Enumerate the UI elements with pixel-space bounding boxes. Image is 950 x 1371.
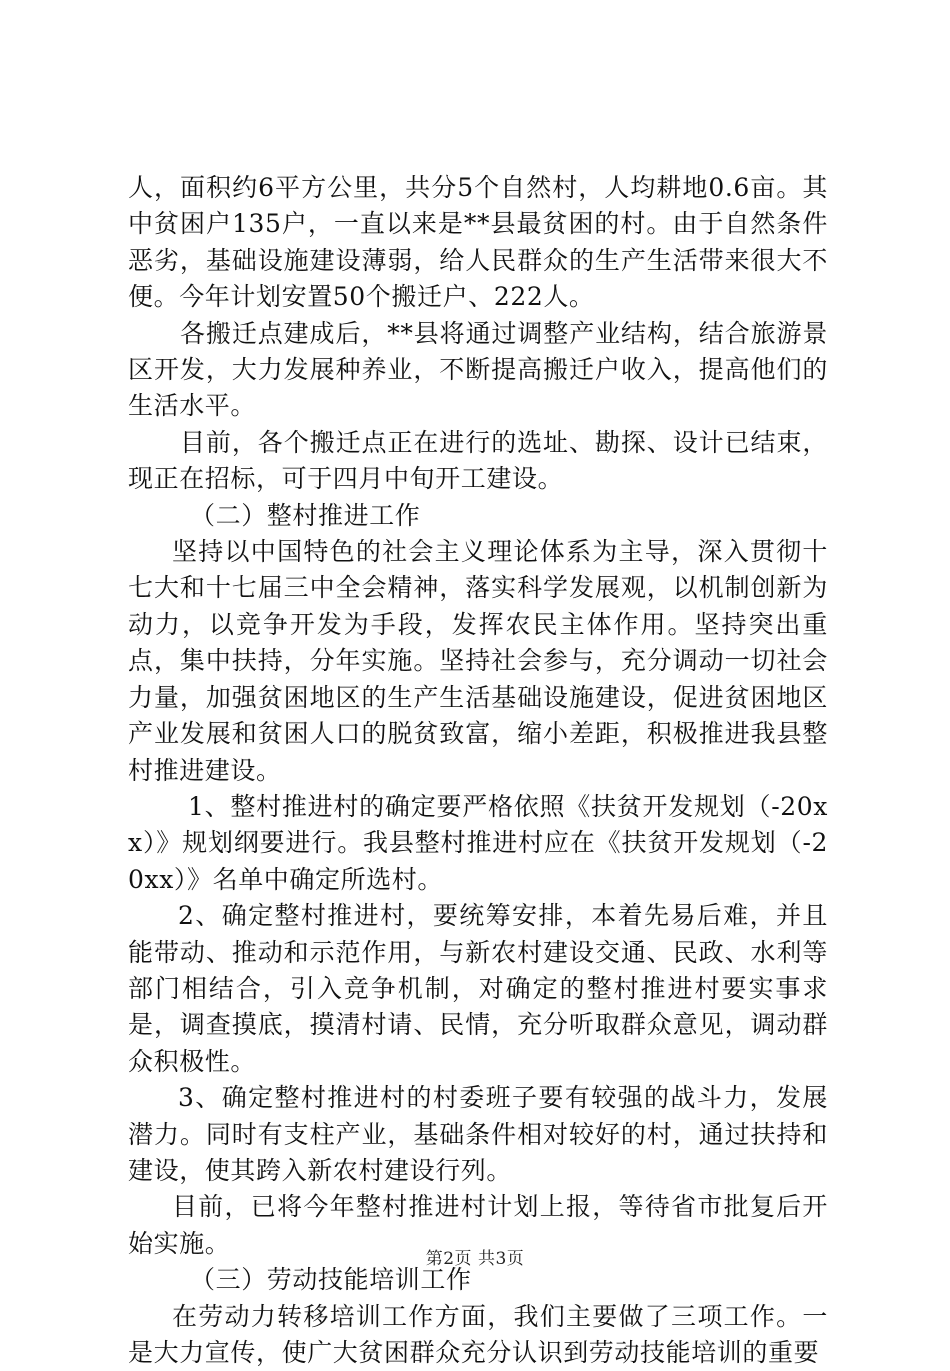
page-footer: 第2页 共3页 <box>425 1249 525 1269</box>
section-heading-skills-training: （三）劳动技能培训工作 <box>190 1265 472 1295</box>
paragraph-advancement-status: 目前，已将今年整村推进村计划上报，等待省市批复后开始实施。 <box>128 1192 828 1258</box>
paragraph-relocation-progress: 目前，各个搬迁点正在进行的选址、勘探、设计已结束，现正在招标，可于四月中旬开工建设。 <box>128 427 828 494</box>
paragraph-advancement-principles: 坚持以中国特色的社会主义理论体系为主导，深入贯彻十七大和十七届三中全会精神，落实科学发展观，以机制创新为动力，以竞争开发为手段，发挥农民主体作用。坚持突出重点，集中扶持，分年实施。坚持社会参与，充分调动一切社会力量，加强贫困地区的生产生活基础设施建设，促进贫困地区产业发展和贫困人口的脱贫致富，缩小差距，积极推进我县整村推进建设。 <box>128 537 828 785</box>
paragraph-village-overview: 人，面积约6平方公里，共分5个自然村，人均耕地0.6亩。其中贫困户135户，一直以来是**县最贫困的村。由于自然条件恶劣，基础设施建设薄弱，给人民群众的生产生活带来很大不便。今年计划安置50个搬迁户、222人。 <box>128 173 828 312</box>
paragraph-item-2: 2、确定整村推进村，要统筹安排，本着先易后难，并且能带动、推动和示范作用，与新农村建设交通、民政、水利等部门相结合，引入竞争机制，对确定的整村推进村要实事求是，调查摸底，摸清村请、民情，充分听取群众意见，调动群众积极性。 <box>128 901 828 1076</box>
paragraph-item-1: 1、整村推进村的确定要严格依照《扶贫开发规划（-20xx）》规划纲要进行。我县整村推进村应在《扶贫开发规划（-20xx）》名单中确定所选村。 <box>128 791 828 894</box>
paragraph-relocation-plan: 各搬迁点建成后，**县将通过调整产业结构，结合旅游景区开发，大力发展种养业，不断提高搬迁户收入，提高他们的生活水平。 <box>128 318 828 421</box>
section-heading-village-advancement: （二）整村推进工作 <box>190 500 421 530</box>
paragraph-item-3: 3、确定整村推进村的村委班子要有较强的战斗力，发展潜力。同时有支柱产业，基础条件相对较好的村，通过扶持和建设，使其跨入新农村建设行列。 <box>128 1083 828 1185</box>
document-body <box>128 170 828 1371</box>
paragraph-training-work: 在劳动力转移培训工作方面，我们主要做了三项工作。一是大力宣传，使广大贫困群众充分认识到劳动技能培训的重要 <box>128 1301 828 1367</box>
